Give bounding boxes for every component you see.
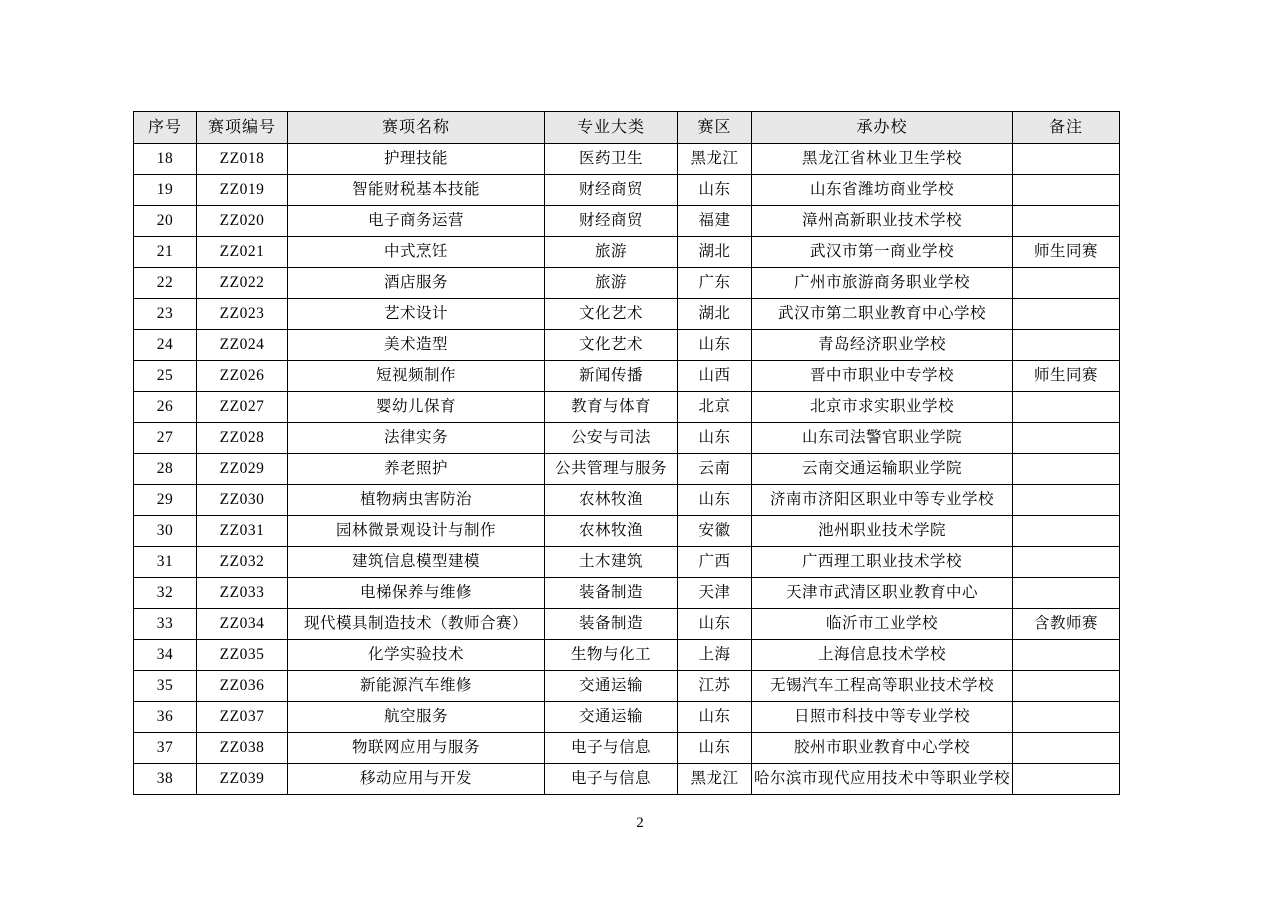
cell-region: 湖北 bbox=[678, 237, 752, 268]
cell-host-school: 广州市旅游商务职业学校 bbox=[752, 268, 1013, 299]
cell-remarks bbox=[1013, 144, 1120, 175]
cell-region: 山东 bbox=[678, 609, 752, 640]
cell-major-category: 医药卫生 bbox=[545, 144, 678, 175]
cell-event-code: ZZ030 bbox=[197, 485, 288, 516]
cell-host-school: 山东省潍坊商业学校 bbox=[752, 175, 1013, 206]
cell-region: 湖北 bbox=[678, 299, 752, 330]
cell-event-code: ZZ038 bbox=[197, 733, 288, 764]
cell-region: 黑龙江 bbox=[678, 144, 752, 175]
cell-event-code: ZZ019 bbox=[197, 175, 288, 206]
cell-event-code: ZZ021 bbox=[197, 237, 288, 268]
cell-index: 32 bbox=[134, 578, 197, 609]
cell-index: 19 bbox=[134, 175, 197, 206]
cell-event-code: ZZ035 bbox=[197, 640, 288, 671]
cell-event-name: 现代模具制造技术（教师合赛） bbox=[288, 609, 545, 640]
cell-host-school: 无锡汽车工程高等职业技术学校 bbox=[752, 671, 1013, 702]
cell-event-name: 植物病虫害防治 bbox=[288, 485, 545, 516]
table-row bbox=[134, 454, 1120, 485]
cell-index: 33 bbox=[134, 609, 197, 640]
cell-remarks bbox=[1013, 206, 1120, 237]
cell-region: 上海 bbox=[678, 640, 752, 671]
cell-index: 36 bbox=[134, 702, 197, 733]
table-row bbox=[134, 671, 1120, 702]
cell-remarks bbox=[1013, 733, 1120, 764]
cell-event-code: ZZ036 bbox=[197, 671, 288, 702]
cell-major-category: 生物与化工 bbox=[545, 640, 678, 671]
cell-remarks bbox=[1013, 671, 1120, 702]
cell-index: 28 bbox=[134, 454, 197, 485]
cell-host-school: 青岛经济职业学校 bbox=[752, 330, 1013, 361]
cell-region: 云南 bbox=[678, 454, 752, 485]
cell-region: 北京 bbox=[678, 392, 752, 423]
table-row bbox=[134, 330, 1120, 361]
cell-remarks bbox=[1013, 454, 1120, 485]
cell-event-name: 航空服务 bbox=[288, 702, 545, 733]
table-row bbox=[134, 175, 1120, 206]
cell-region: 山东 bbox=[678, 733, 752, 764]
table-row bbox=[134, 640, 1120, 671]
cell-index: 27 bbox=[134, 423, 197, 454]
cell-host-school: 漳州高新职业技术学校 bbox=[752, 206, 1013, 237]
cell-major-category: 旅游 bbox=[545, 268, 678, 299]
cell-major-category: 装备制造 bbox=[545, 609, 678, 640]
cell-index: 20 bbox=[134, 206, 197, 237]
cell-event-code: ZZ029 bbox=[197, 454, 288, 485]
cell-region: 山东 bbox=[678, 175, 752, 206]
cell-index: 31 bbox=[134, 547, 197, 578]
competition-table bbox=[133, 111, 1120, 795]
cell-major-category: 土木建筑 bbox=[545, 547, 678, 578]
column-header-event-name: 赛项名称 bbox=[288, 112, 545, 144]
cell-remarks bbox=[1013, 485, 1120, 516]
cell-event-name: 艺术设计 bbox=[288, 299, 545, 330]
cell-index: 29 bbox=[134, 485, 197, 516]
cell-remarks bbox=[1013, 764, 1120, 795]
cell-region: 安徽 bbox=[678, 516, 752, 547]
table-row bbox=[134, 237, 1120, 268]
cell-event-code: ZZ039 bbox=[197, 764, 288, 795]
table-row bbox=[134, 485, 1120, 516]
cell-index: 23 bbox=[134, 299, 197, 330]
cell-region: 山东 bbox=[678, 423, 752, 454]
cell-major-category: 文化艺术 bbox=[545, 299, 678, 330]
cell-major-category: 旅游 bbox=[545, 237, 678, 268]
cell-remarks bbox=[1013, 578, 1120, 609]
table-row bbox=[134, 609, 1120, 640]
cell-index: 22 bbox=[134, 268, 197, 299]
cell-remarks bbox=[1013, 516, 1120, 547]
cell-index: 34 bbox=[134, 640, 197, 671]
cell-index: 37 bbox=[134, 733, 197, 764]
cell-remarks bbox=[1013, 640, 1120, 671]
cell-remarks bbox=[1013, 423, 1120, 454]
cell-host-school: 晋中市职业中专学校 bbox=[752, 361, 1013, 392]
table-row bbox=[134, 516, 1120, 547]
cell-event-code: ZZ034 bbox=[197, 609, 288, 640]
cell-major-category: 交通运输 bbox=[545, 702, 678, 733]
cell-host-school: 日照市科技中等专业学校 bbox=[752, 702, 1013, 733]
table-row bbox=[134, 392, 1120, 423]
cell-event-code: ZZ023 bbox=[197, 299, 288, 330]
cell-event-name: 物联网应用与服务 bbox=[288, 733, 545, 764]
cell-remarks: 师生同赛 bbox=[1013, 237, 1120, 268]
cell-index: 26 bbox=[134, 392, 197, 423]
cell-remarks: 师生同赛 bbox=[1013, 361, 1120, 392]
cell-major-category: 教育与体育 bbox=[545, 392, 678, 423]
table-row bbox=[134, 578, 1120, 609]
cell-region: 山东 bbox=[678, 702, 752, 733]
cell-major-category: 财经商贸 bbox=[545, 175, 678, 206]
table-row bbox=[134, 423, 1120, 454]
cell-event-name: 电梯保养与维修 bbox=[288, 578, 545, 609]
cell-event-code: ZZ020 bbox=[197, 206, 288, 237]
table-row bbox=[134, 268, 1120, 299]
cell-remarks bbox=[1013, 392, 1120, 423]
cell-index: 35 bbox=[134, 671, 197, 702]
table-row bbox=[134, 702, 1120, 733]
cell-host-school: 北京市求实职业学校 bbox=[752, 392, 1013, 423]
page-number: 2 bbox=[636, 815, 644, 831]
cell-index: 38 bbox=[134, 764, 197, 795]
table-row bbox=[134, 206, 1120, 237]
cell-event-name: 美术造型 bbox=[288, 330, 545, 361]
cell-major-category: 公共管理与服务 bbox=[545, 454, 678, 485]
cell-remarks bbox=[1013, 268, 1120, 299]
cell-host-school: 云南交通运输职业学院 bbox=[752, 454, 1013, 485]
column-header-host-school: 承办校 bbox=[752, 112, 1013, 144]
cell-event-code: ZZ037 bbox=[197, 702, 288, 733]
column-header-index: 序号 bbox=[134, 112, 197, 144]
cell-host-school: 天津市武清区职业教育中心 bbox=[752, 578, 1013, 609]
table-body bbox=[134, 144, 1120, 795]
cell-host-school: 池州职业技术学院 bbox=[752, 516, 1013, 547]
cell-event-name: 建筑信息模型建模 bbox=[288, 547, 545, 578]
cell-remarks bbox=[1013, 702, 1120, 733]
table-header bbox=[134, 112, 1120, 144]
cell-host-school: 上海信息技术学校 bbox=[752, 640, 1013, 671]
table-row bbox=[134, 144, 1120, 175]
cell-region: 广东 bbox=[678, 268, 752, 299]
cell-host-school: 济南市济阳区职业中等专业学校 bbox=[752, 485, 1013, 516]
cell-event-name: 养老照护 bbox=[288, 454, 545, 485]
cell-event-code: ZZ018 bbox=[197, 144, 288, 175]
cell-event-code: ZZ027 bbox=[197, 392, 288, 423]
column-header-event-code: 赛项编号 bbox=[197, 112, 288, 144]
cell-major-category: 电子与信息 bbox=[545, 764, 678, 795]
cell-major-category: 电子与信息 bbox=[545, 733, 678, 764]
table-row bbox=[134, 299, 1120, 330]
cell-event-name: 园林微景观设计与制作 bbox=[288, 516, 545, 547]
cell-host-school: 临沂市工业学校 bbox=[752, 609, 1013, 640]
cell-region: 广西 bbox=[678, 547, 752, 578]
cell-remarks bbox=[1013, 175, 1120, 206]
cell-remarks bbox=[1013, 299, 1120, 330]
cell-major-category: 财经商贸 bbox=[545, 206, 678, 237]
cell-host-school: 武汉市第一商业学校 bbox=[752, 237, 1013, 268]
cell-event-name: 婴幼儿保育 bbox=[288, 392, 545, 423]
table-row bbox=[134, 733, 1120, 764]
table-row bbox=[134, 764, 1120, 795]
cell-event-name: 智能财税基本技能 bbox=[288, 175, 545, 206]
cell-event-code: ZZ028 bbox=[197, 423, 288, 454]
cell-host-school: 黑龙江省林业卫生学校 bbox=[752, 144, 1013, 175]
cell-event-name: 护理技能 bbox=[288, 144, 545, 175]
cell-major-category: 公安与司法 bbox=[545, 423, 678, 454]
cell-host-school: 武汉市第二职业教育中心学校 bbox=[752, 299, 1013, 330]
cell-index: 18 bbox=[134, 144, 197, 175]
cell-region: 福建 bbox=[678, 206, 752, 237]
cell-event-name: 法律实务 bbox=[288, 423, 545, 454]
cell-host-school: 广西理工职业技术学校 bbox=[752, 547, 1013, 578]
table-row bbox=[134, 361, 1120, 392]
cell-event-code: ZZ022 bbox=[197, 268, 288, 299]
cell-event-name: 移动应用与开发 bbox=[288, 764, 545, 795]
cell-event-name: 新能源汽车维修 bbox=[288, 671, 545, 702]
cell-host-school: 哈尔滨市现代应用技术中等职业学校 bbox=[752, 764, 1013, 795]
cell-remarks bbox=[1013, 330, 1120, 361]
cell-remarks bbox=[1013, 547, 1120, 578]
cell-event-name: 短视频制作 bbox=[288, 361, 545, 392]
cell-event-name: 中式烹饪 bbox=[288, 237, 545, 268]
cell-event-name: 化学实验技术 bbox=[288, 640, 545, 671]
column-header-major-category: 专业大类 bbox=[545, 112, 678, 144]
cell-host-school: 胶州市职业教育中心学校 bbox=[752, 733, 1013, 764]
cell-index: 25 bbox=[134, 361, 197, 392]
cell-region: 黑龙江 bbox=[678, 764, 752, 795]
column-header-region: 赛区 bbox=[678, 112, 752, 144]
cell-event-name: 电子商务运营 bbox=[288, 206, 545, 237]
cell-index: 21 bbox=[134, 237, 197, 268]
cell-event-name: 酒店服务 bbox=[288, 268, 545, 299]
cell-major-category: 农林牧渔 bbox=[545, 485, 678, 516]
table-row bbox=[134, 547, 1120, 578]
cell-region: 江苏 bbox=[678, 671, 752, 702]
cell-region: 天津 bbox=[678, 578, 752, 609]
cell-major-category: 文化艺术 bbox=[545, 330, 678, 361]
cell-region: 山东 bbox=[678, 330, 752, 361]
table-header-row bbox=[134, 112, 1120, 144]
cell-event-code: ZZ032 bbox=[197, 547, 288, 578]
cell-major-category: 新闻传播 bbox=[545, 361, 678, 392]
cell-index: 30 bbox=[134, 516, 197, 547]
cell-region: 山西 bbox=[678, 361, 752, 392]
cell-major-category: 装备制造 bbox=[545, 578, 678, 609]
cell-event-code: ZZ031 bbox=[197, 516, 288, 547]
cell-index: 24 bbox=[134, 330, 197, 361]
cell-major-category: 交通运输 bbox=[545, 671, 678, 702]
competition-table-container bbox=[133, 111, 1119, 795]
cell-event-code: ZZ026 bbox=[197, 361, 288, 392]
column-header-remarks: 备注 bbox=[1013, 112, 1120, 144]
cell-remarks: 含教师赛 bbox=[1013, 609, 1120, 640]
cell-event-code: ZZ024 bbox=[197, 330, 288, 361]
cell-major-category: 农林牧渔 bbox=[545, 516, 678, 547]
cell-event-code: ZZ033 bbox=[197, 578, 288, 609]
cell-region: 山东 bbox=[678, 485, 752, 516]
cell-host-school: 山东司法警官职业学院 bbox=[752, 423, 1013, 454]
